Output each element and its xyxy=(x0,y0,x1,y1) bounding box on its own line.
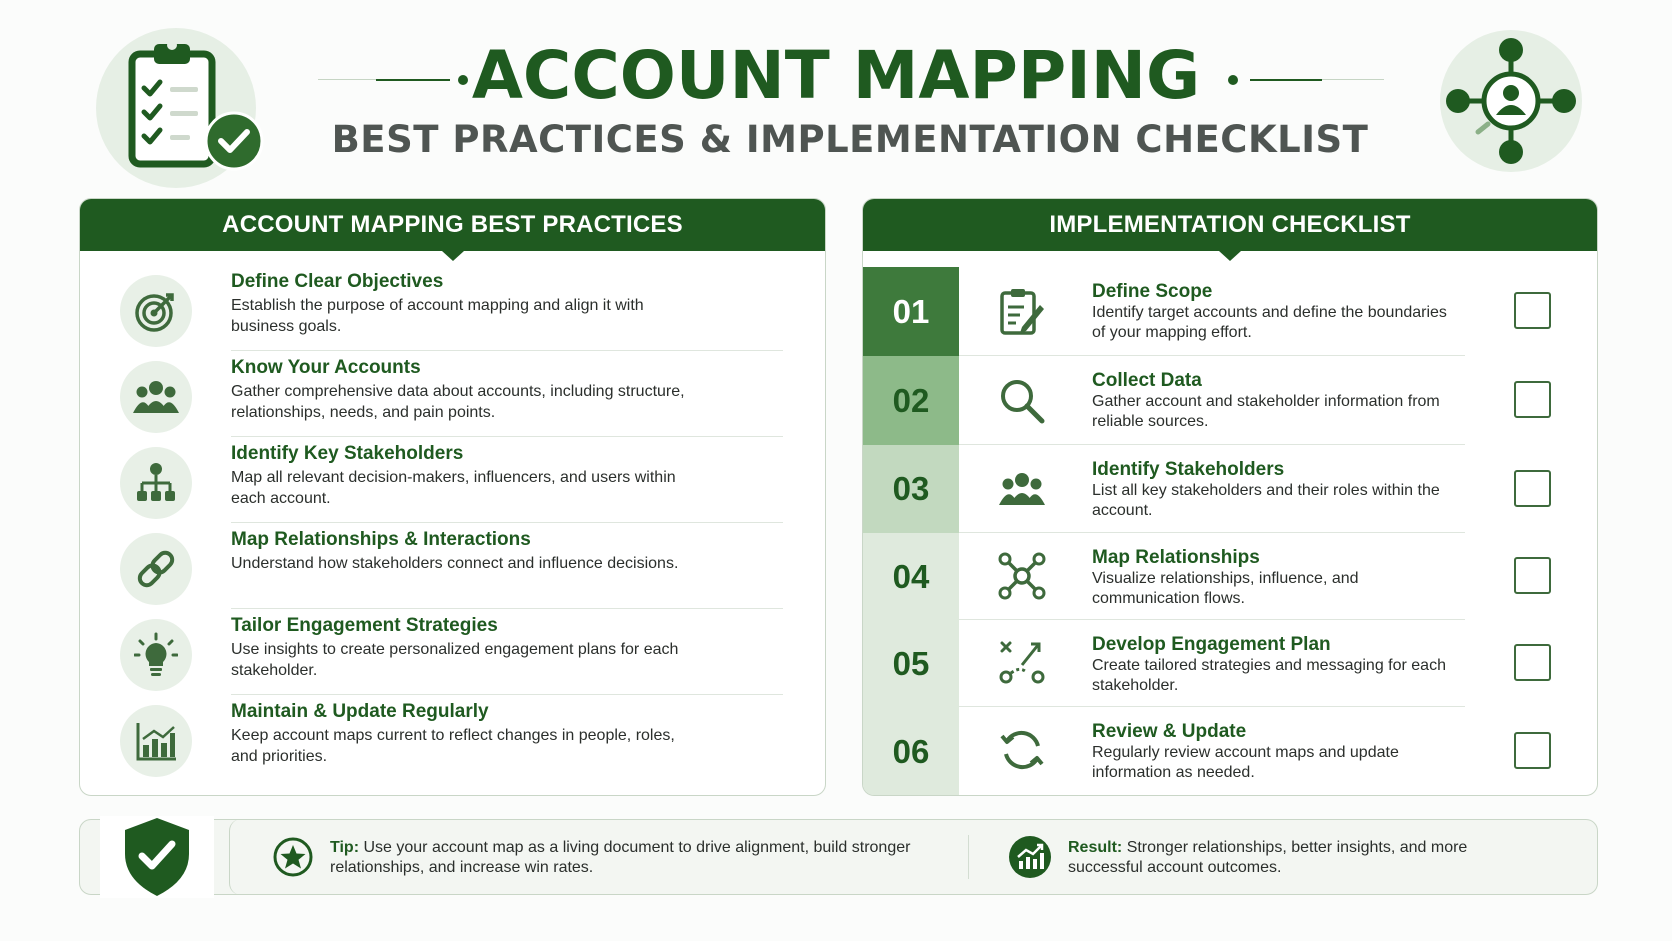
checklist-checkbox[interactable] xyxy=(1514,557,1551,594)
best-practice-item xyxy=(80,265,826,351)
magnifier-icon xyxy=(996,375,1048,427)
bar-chart-icon xyxy=(120,705,192,777)
best-practice-item xyxy=(80,695,826,781)
star-circle-icon xyxy=(272,836,314,883)
step-number: 02 xyxy=(863,356,959,445)
checklist-item xyxy=(863,707,1598,796)
step-number: 01 xyxy=(863,267,959,356)
network-person-icon xyxy=(1440,30,1582,172)
checklist-checkbox[interactable] xyxy=(1514,470,1551,507)
best-practice-title: Define Clear Objectives xyxy=(231,271,444,292)
strategy-path-icon xyxy=(996,637,1048,689)
shield-check-icon xyxy=(100,816,214,898)
best-practice-desc: Map all relevant decision-makers, influencers, and users within each account. xyxy=(231,469,676,507)
checklist-item xyxy=(863,445,1598,533)
result-label: Result: xyxy=(1068,839,1123,856)
implementation-checklist-panel xyxy=(862,198,1598,796)
checklist-item-desc: Create tailored strategies and messaging for each stakeholder. xyxy=(1092,657,1446,694)
checklist-item-desc: Gather account and stakeholder information from reliable sources. xyxy=(1092,393,1440,430)
people-group-icon xyxy=(996,463,1048,515)
checklist-checkbox[interactable] xyxy=(1514,732,1551,769)
checklist-item-title: Map Relationships xyxy=(1092,547,1260,568)
checklist-item-title: Develop Engagement Plan xyxy=(1092,634,1331,655)
best-practice-title: Map Relationships & Interactions xyxy=(231,529,531,550)
best-practice-title: Tailor Engagement Strategies xyxy=(231,615,498,636)
checklist-item-title: Collect Data xyxy=(1092,370,1202,391)
checklist-item xyxy=(863,267,1598,356)
page-subtitle: BEST PRACTICES & IMPLEMENTATION CHECKLIST xyxy=(331,118,1369,161)
link-icon xyxy=(120,533,192,605)
step-number: 03 xyxy=(863,445,959,533)
best-practice-desc: Gather comprehensive data about accounts, including structure, relationships, needs, and pain points. xyxy=(231,383,685,421)
refresh-icon xyxy=(996,724,1048,776)
checklist-item-desc: Visualize relationships, influence, and communication flows. xyxy=(1092,570,1359,607)
checklist-item xyxy=(863,356,1598,445)
clipboard-pen-icon xyxy=(996,286,1048,338)
page-title: ACCOUNT MAPPING xyxy=(471,37,1201,114)
checklist-item-title: Review & Update xyxy=(1092,721,1247,742)
checklist-item xyxy=(863,620,1598,707)
checklist-checkbox[interactable] xyxy=(1514,292,1551,329)
org-chart-icon xyxy=(120,447,192,519)
best-practice-desc: Establish the purpose of account mapping and align it with business goals. xyxy=(231,297,644,335)
network-nodes-icon xyxy=(996,550,1048,602)
best-practice-desc: Use insights to create personalized engagement plans for each stakeholder. xyxy=(231,641,679,679)
best-practices-panel xyxy=(79,198,826,796)
checklist-item-title: Define Scope xyxy=(1092,281,1213,302)
checklist-item-desc: Regularly review account maps and update information as needed. xyxy=(1092,744,1399,781)
best-practice-title: Know Your Accounts xyxy=(231,357,421,378)
best-practice-title: Identify Key Stakeholders xyxy=(231,443,464,464)
best-practices-heading: ACCOUNT MAPPING BEST PRACTICES xyxy=(80,199,825,251)
best-practice-desc: Keep account maps current to reflect changes in people, roles, and priorities. xyxy=(231,727,675,765)
best-practice-title: Maintain & Update Regularly xyxy=(231,701,489,722)
best-practice-item xyxy=(80,437,826,523)
checklist-item-desc: List all key stakeholders and their roles within the account. xyxy=(1092,482,1440,519)
best-practice-desc: Understand how stakeholders connect and influence decisions. xyxy=(231,555,679,572)
target-icon xyxy=(120,275,192,347)
checklist-heading: IMPLEMENTATION CHECKLIST xyxy=(863,199,1597,251)
people-group-icon xyxy=(120,361,192,433)
checklist-item xyxy=(863,533,1598,620)
tip-text: Tip: Use your account map as a living document to drive alignment, build stronger relationships, and increase win rates. xyxy=(330,839,911,876)
checklist-checkbox[interactable] xyxy=(1514,381,1551,418)
step-number: 04 xyxy=(863,533,959,620)
checklist-item-title: Identify Stakeholders xyxy=(1092,459,1285,480)
checklist-item-desc: Identify target accounts and define the boundaries of your mapping effort. xyxy=(1092,304,1447,341)
best-practice-item xyxy=(80,609,826,695)
best-practice-item xyxy=(80,523,826,609)
tip-label: Tip: xyxy=(330,839,360,856)
best-practice-item xyxy=(80,351,826,437)
step-number: 05 xyxy=(863,620,959,707)
growth-chart-icon xyxy=(1008,835,1052,884)
result-text: Result: Stronger relationships, better insights, and more successful account outcomes. xyxy=(1068,839,1468,876)
lightbulb-icon xyxy=(120,619,192,691)
checklist-checkbox[interactable] xyxy=(1514,644,1551,681)
step-number: 06 xyxy=(863,707,959,796)
